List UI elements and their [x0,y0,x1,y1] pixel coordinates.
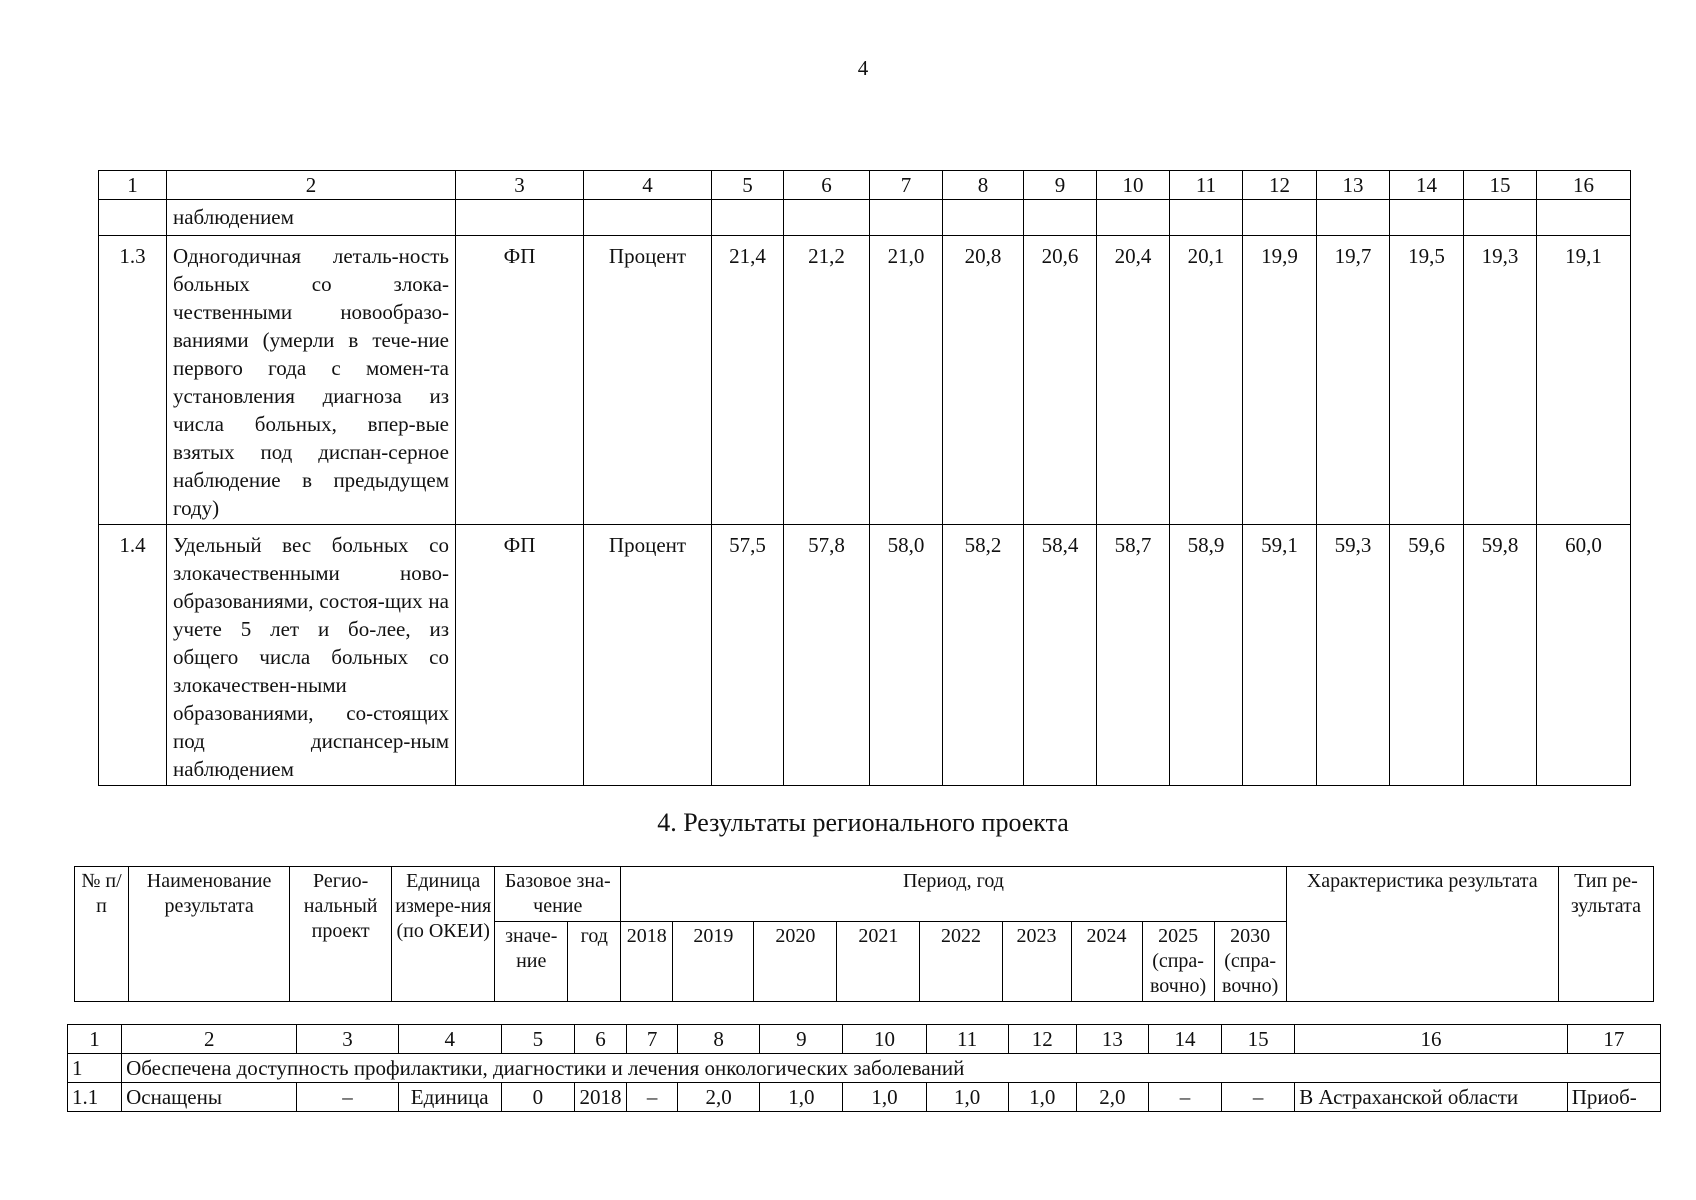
value-cell: 1,0 [843,1083,926,1112]
column-number: 4 [584,171,712,200]
section-title: 4. Результаты регионального проекта [657,808,1069,837]
col-header-year: 2019 [673,922,754,1002]
value-cell: 60,0 [1537,525,1631,786]
group-number: 1 [68,1054,122,1083]
column-number: 10 [1097,171,1170,200]
cell [1537,200,1631,236]
value-cell: 58,9 [1170,525,1243,786]
col-header-year: 2018 [621,922,673,1002]
row-number: 1.4 [99,525,167,786]
value-cell: 21,0 [870,236,943,525]
cell [784,200,870,236]
indicator-name: наблюдением [167,200,456,236]
cell [1464,200,1537,236]
cell [1024,200,1097,236]
column-number: 15 [1222,1025,1295,1054]
indicator-name: Удельный вес больных со злокачественными ново-образованиями, состоя-щих на учете 5 лет и бо-лее, из общего числа больных со злокачествен-ными образованиями, со-стоящих под диспансер-ным наблюдением [167,525,456,786]
value-cell: 21,2 [784,236,870,525]
table-header-row [68,1025,1661,1054]
value-cell: 21,4 [712,236,784,525]
column-number: 6 [574,1025,626,1054]
column-number: 5 [501,1025,574,1054]
value-cell: 1,0 [926,1083,1008,1112]
indicator-unit: Процент [584,525,712,786]
value-cell: 20,6 [1024,236,1097,525]
col-header-name: Наименование результата [129,867,290,1002]
col-header-year: 2022 [920,922,1002,1002]
value-cell: 59,6 [1390,525,1464,786]
value-cell: 57,8 [784,525,870,786]
col-header-base-year: год [568,922,621,1002]
col-header-year: 2020 [754,922,837,1002]
value-cell: 2,0 [678,1083,760,1112]
unit-cell: Единица [398,1083,501,1112]
col-header-year: 2021 [837,922,920,1002]
value-cell: 20,8 [943,236,1024,525]
column-number: 10 [843,1025,926,1054]
cell [99,200,167,236]
column-number: 12 [1243,171,1317,200]
column-number: 1 [68,1025,122,1054]
cell [456,200,584,236]
col-header-year: 2025 (спра-вочно) [1142,922,1214,1002]
table-row [68,1083,1661,1112]
table-row [99,200,1631,236]
column-number: 8 [678,1025,760,1054]
cell [1097,200,1170,236]
characteristic-cell: В Астраханской области [1295,1083,1568,1112]
value-cell: 57,5 [712,525,784,786]
indicator-type: ФП [456,525,584,786]
cell [870,200,943,236]
value-cell: 19,3 [1464,236,1537,525]
value-cell: 20,1 [1170,236,1243,525]
column-number: 16 [1537,171,1631,200]
column-number: 5 [712,171,784,200]
results-table [67,1024,1661,1112]
column-number: 3 [456,171,584,200]
value-cell: 19,7 [1317,236,1390,525]
column-number: 13 [1317,171,1390,200]
col-header-base-value: Базовое зна-чение [495,867,621,922]
col-header-base-val: значе-ние [495,922,568,1002]
table-row [99,525,1631,786]
results-header-table [74,866,1654,1002]
column-number: 7 [870,171,943,200]
indicator-type: ФП [456,236,584,525]
col-header-result-type: Тип ре-зультата [1558,867,1653,1002]
col-header-year: 2023 [1002,922,1071,1002]
column-number: 3 [297,1025,398,1054]
table-row [99,236,1631,525]
column-number: 7 [627,1025,678,1054]
value-cell: 59,8 [1464,525,1537,786]
col-header-year: 2024 [1071,922,1142,1002]
cell [1390,200,1464,236]
value-cell: – [1148,1083,1221,1112]
table-header-row [99,171,1631,200]
col-header-unit: Единица измере-ния (по ОКЕИ) [392,867,495,1002]
col-header-year: 2030 (спра-вочно) [1214,922,1286,1002]
indicators-table [98,170,1631,786]
indicator-name: Одногодичная леталь-ность больных со злока-чественными новообразо-ваниями (умерли в тече-ние первого года с момен-та установления диагноза из числа больных, впер-вые взятых под диспан-серное наблюдение в предыдущем году) [167,236,456,525]
column-number: 17 [1567,1025,1660,1054]
value-cell: 0 [501,1083,574,1112]
value-cell: 58,7 [1097,525,1170,786]
column-number: 11 [926,1025,1008,1054]
column-number: 2 [122,1025,297,1054]
row-number: 1.3 [99,236,167,525]
column-number: 11 [1170,171,1243,200]
cell [1243,200,1317,236]
column-number: 1 [99,171,167,200]
value-cell: 59,3 [1317,525,1390,786]
column-number: 14 [1148,1025,1221,1054]
value-cell: 19,1 [1537,236,1631,525]
column-number: 4 [398,1025,501,1054]
column-number: 16 [1295,1025,1568,1054]
cell [1170,200,1243,236]
page-number: 4 [857,56,869,80]
cell [1317,200,1390,236]
result-name: Оснащены [122,1083,297,1112]
value-cell: 59,1 [1243,525,1317,786]
value-cell: – [1222,1083,1295,1112]
indicator-unit: Процент [584,236,712,525]
value-cell: 19,5 [1390,236,1464,525]
cell [943,200,1024,236]
column-number: 12 [1008,1025,1076,1054]
col-header-characteristic: Характеристика результата [1286,867,1558,1002]
value-cell: 2,0 [1076,1083,1148,1112]
column-number: 9 [1024,171,1097,200]
cell [712,200,784,236]
group-title: Обеспечена доступность профилактики, диагностики и лечения онкологических заболеваний [122,1054,1661,1083]
result-type-cell: Приоб- [1567,1083,1660,1112]
value-cell: 19,9 [1243,236,1317,525]
group-row [68,1054,1661,1083]
cell [584,200,712,236]
column-number: 2 [167,171,456,200]
year-cell: 2018 [574,1083,626,1112]
value-cell: – [627,1083,678,1112]
column-number: 13 [1076,1025,1148,1054]
column-number: 8 [943,171,1024,200]
value-cell: 58,2 [943,525,1024,786]
column-number: 6 [784,171,870,200]
column-number: 14 [1390,171,1464,200]
header-row [75,867,1654,922]
col-header-region-project: Регио-нальный проект [290,867,392,1002]
value-cell: 20,4 [1097,236,1170,525]
value-cell: 1,0 [1008,1083,1076,1112]
value-cell: 1,0 [760,1083,843,1112]
column-number: 9 [760,1025,843,1054]
col-header-period: Период, год [621,867,1286,922]
value-cell: 58,0 [870,525,943,786]
col-header-number: № п/п [75,867,129,1002]
cell: – [297,1083,398,1112]
value-cell: 58,4 [1024,525,1097,786]
row-number: 1.1 [68,1083,122,1112]
column-number: 15 [1464,171,1537,200]
